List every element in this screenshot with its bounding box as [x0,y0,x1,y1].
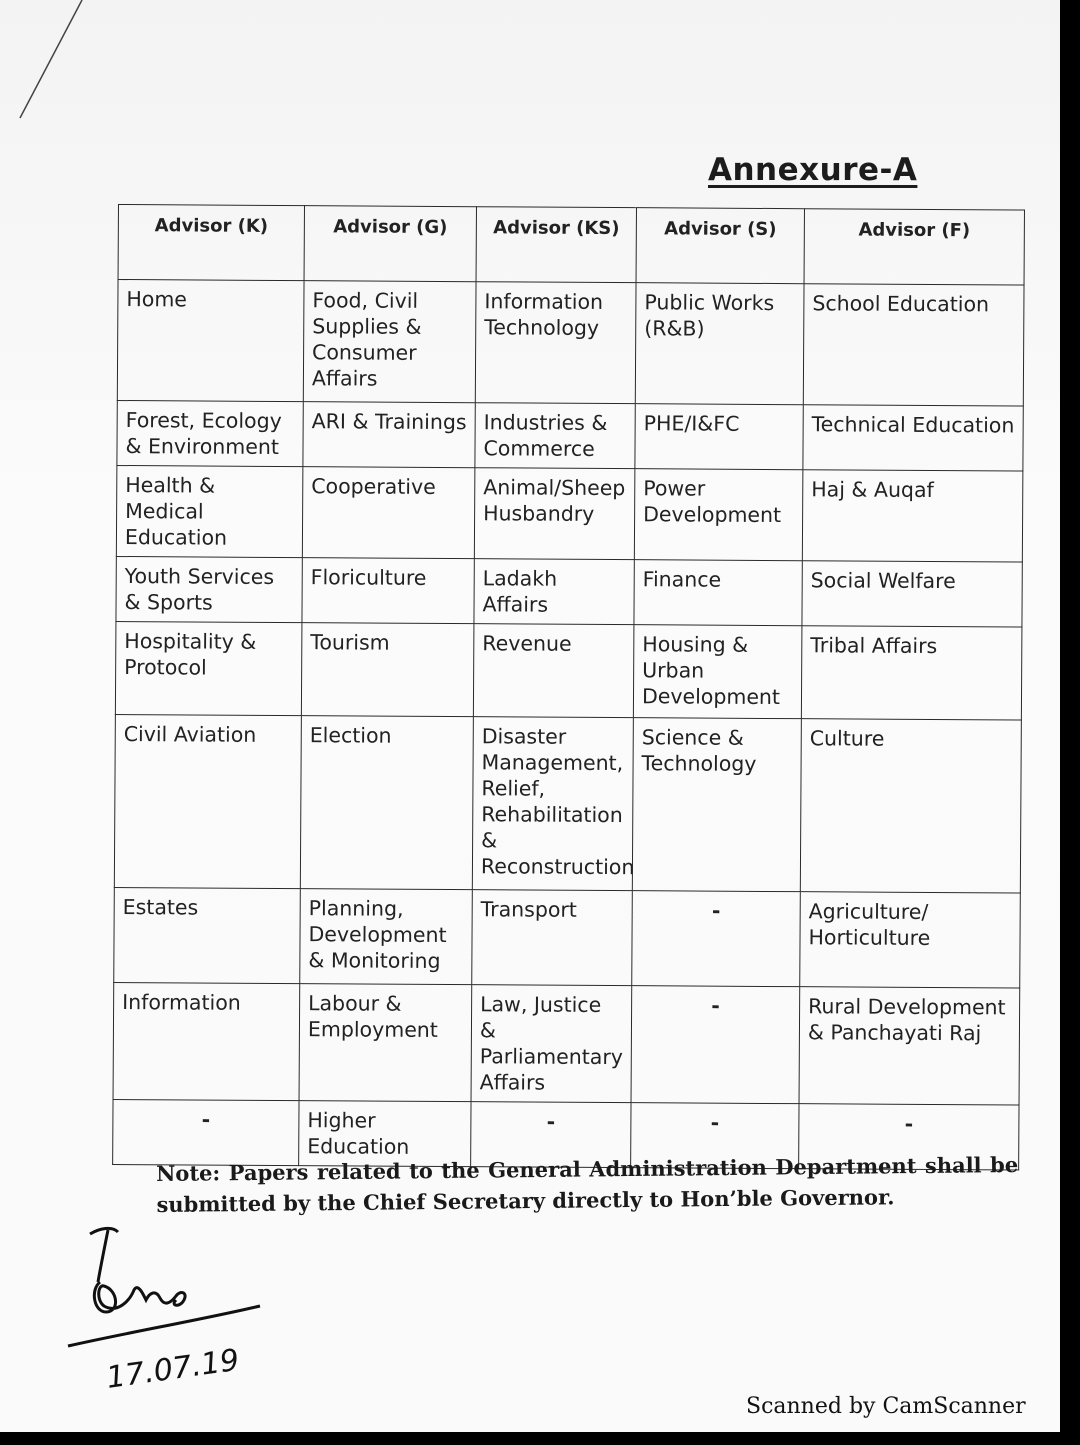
table-cell: Law, Justice & Parliamentary Affairs [471,985,632,1103]
table-cell: Cooperative [302,467,475,559]
handwritten-signature [60,1220,290,1400]
bottom-edge [0,1432,1080,1445]
table-cell: Disaster Management, Relief, Rehabilitation & Reconstruction [472,717,633,891]
table-cell: Information Technology [475,282,636,404]
table-row [117,280,1024,407]
table-cell: Tribal Affairs [801,626,1022,720]
table-cell: Higher Education [299,1101,471,1167]
header-advisor-k: Advisor (K) [118,205,304,281]
table-row [116,465,1023,562]
table-cell: - [632,891,801,987]
table-cell: Housing & Urban Development [633,625,802,719]
table-cell: Industries & Commerce [475,403,635,469]
table-cell: - [631,986,800,1104]
table-cell: Home [117,280,304,402]
table-cell: Agriculture/ Horticulture [800,892,1021,988]
advisor-table [112,204,1025,1171]
page-fold-line [0,0,120,140]
table-row [114,714,1021,893]
signature-date: 17.07.19 [104,1342,242,1396]
table-row [115,621,1022,720]
table-cell: Forest, Ecology & Environment [117,400,303,466]
table-cell: PHE/I&FC [635,404,803,470]
table-cell: Social Welfare [802,561,1022,627]
table-cell: Youth Services & Sports [116,556,302,622]
header-advisor-ks: Advisor (KS) [476,207,636,283]
table-cell: Floriculture [302,558,474,624]
table-cell: Labour & Employment [299,984,472,1102]
table-cell: - [113,1099,299,1165]
table-cell: Culture [800,719,1021,893]
header-advisor-g: Advisor (G) [304,206,476,282]
table-row [114,887,1021,988]
note-text: Note: Papers related to the General Administration Department shall be submitted by the Chief Secretary directly to Hon’ble Governor. [156,1151,1019,1217]
header-advisor-f: Advisor (F) [804,209,1024,285]
table-cell: ARI & Trainings [303,402,475,468]
table-cell: Election [300,716,473,890]
table-cell: Haj & Auqaf [802,470,1023,562]
table-row [113,982,1020,1105]
table-row [116,556,1022,627]
table-cell: Ladakh Affairs [474,559,634,625]
table-cell: Food, Civil Supplies & Consumer Affairs [303,281,476,403]
table-cell: Power Development [634,469,803,561]
table-cell: Animal/Sheep Husbandry [474,468,635,560]
table-cell: Civil Aviation [114,714,301,888]
table-cell: Estates [114,887,301,983]
table-cell: Information [113,982,300,1100]
table-cell: Revenue [473,624,634,718]
table-cell: Hospitality & Protocol [115,621,302,715]
table-cell: Planning, Development & Monitoring [300,889,473,985]
table-cell: - [471,1102,631,1168]
table-cell: Science & Technology [632,718,801,892]
camscanner-watermark: Scanned by CamScanner [746,1394,1026,1419]
table-cell: - [631,1103,799,1169]
table-row [117,400,1023,471]
table-cell: Tourism [301,623,474,717]
header-advisor-s: Advisor (S) [636,208,804,284]
document-title: Annexure-A [708,152,918,188]
table-cell: School Education [803,284,1024,406]
table-cell: Rural Development & Panchayati Raj [799,987,1020,1105]
table-cell: Transport [472,890,633,986]
table-header-row [118,205,1024,286]
table-cell: Finance [634,560,802,626]
table-cell: Public Works (R&B) [635,283,804,405]
table-cell: Health & Medical Education [116,465,303,557]
table-cell: - [799,1104,1019,1170]
table-cell: Technical Education [803,405,1023,471]
